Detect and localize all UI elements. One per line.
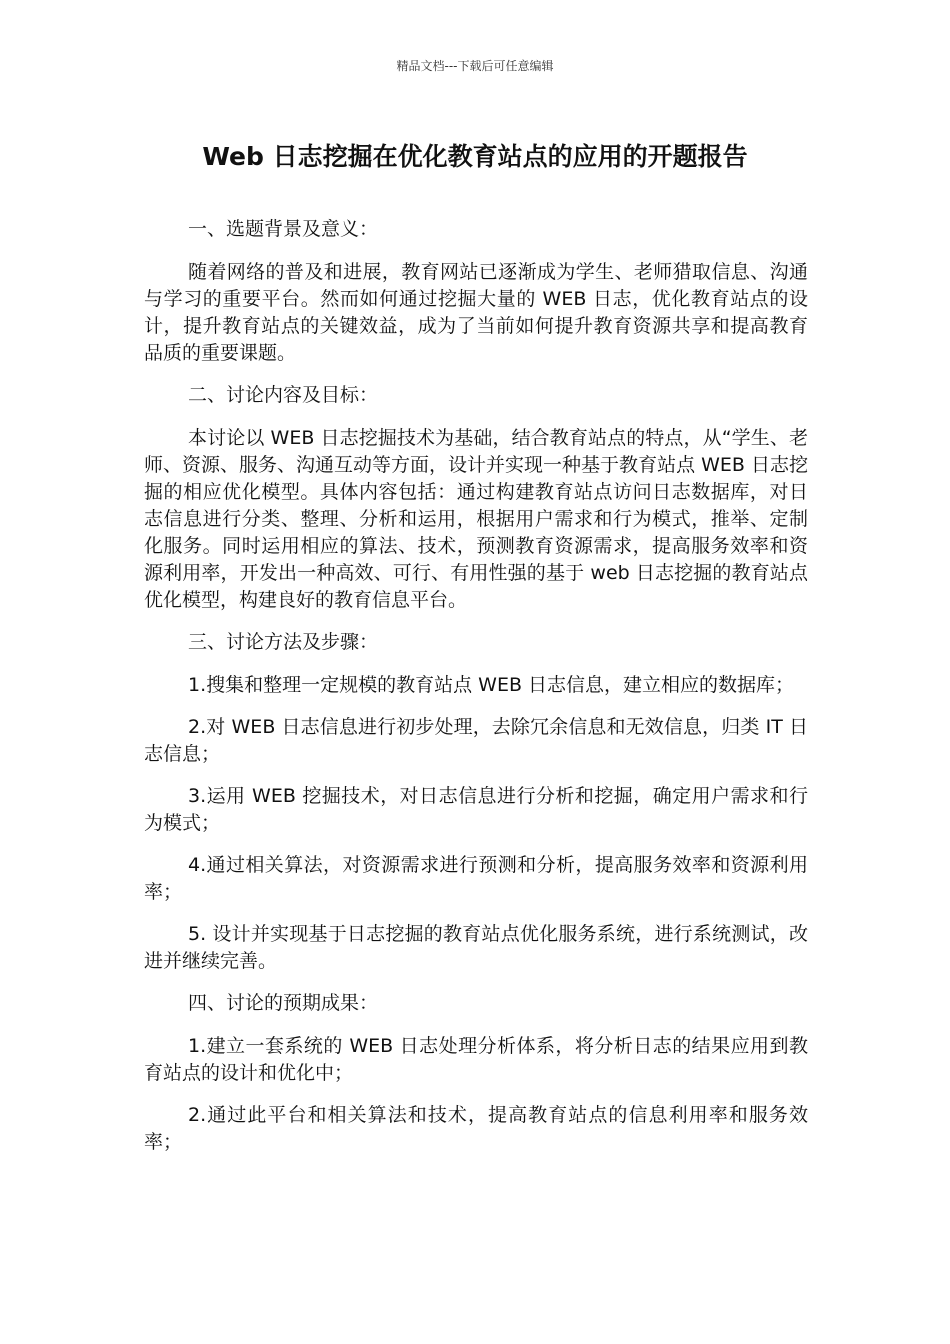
document-title: Web 日志挖掘在优化教育站点的应用的开题报告 — [202, 142, 748, 171]
method-step-1: 1.搜集和整理一定规模的教育站点 WEB 日志信息，建立相应的数据库； — [188, 674, 795, 696]
method-step-5: 5. 设计并实现基于日志挖掘的教育站点优化服务系统，进行系统测试，改进并继续完善。 — [144, 923, 808, 972]
document-body — [144, 216, 808, 1171]
page-header-watermark: 精品文档---下载后可任意编辑 — [396, 59, 554, 73]
expected-result-1: 1.建立一套系统的 WEB 日志处理分析体系，将分析日志的结果应用到教育站点的设计和优化中； — [144, 1035, 808, 1084]
paragraph-content-goals: 本讨论以 WEB 日志挖掘技术为基础，结合教育站点的特点，从“学生、老师、资源、服务、沟通互动等方面，设计并实现一种基于教育站点 WEB 日志挖掘的相应优化模型。具体内容包括：通过构建教育站点访问日志数据库，对日志信息进行分类、整理、分析和运用，根据用户需求和行为模式，推举、定制化服务。同时运用相应的算法、技术，预测教育资源需求，提高服务效率和资源利用率，开发出一种高效、可行、有用性强的基于 web 日志挖掘的教育站点优化模型，构建良好的教育信息平台。 — [144, 427, 808, 611]
section-heading-background: 一、选题背景及意义： — [188, 218, 379, 240]
method-step-3: 3.运用 WEB 挖掘技术，对日志信息进行分析和挖掘，确定用户需求和行为模式； — [144, 785, 808, 834]
section-heading-content-goals: 二、讨论内容及目标： — [188, 384, 379, 406]
method-step-2: 2.对 WEB 日志信息进行初步处理，去除冗余信息和无效信息，归类 IT 日志信息； — [144, 716, 808, 765]
section-heading-methods: 三、讨论方法及步骤： — [188, 631, 379, 653]
method-step-4: 4.通过相关算法，对资源需求进行预测和分析，提高服务效率和资源利用率； — [144, 854, 808, 903]
paragraph-background: 随着网络的普及和进展，教育网站已逐渐成为学生、老师猎取信息、沟通与学习的重要平台。然而如何通过挖掘大量的 WEB 日志，优化教育站点的设计，提升教育站点的关键效益，成为了当前如何提升教育资源共享和提高教育品质的重要课题。 — [144, 261, 808, 364]
expected-result-2: 2.通过此平台和相关算法和技术，提高教育站点的信息利用率和服务效率； — [144, 1104, 808, 1153]
section-heading-expected-results: 四、讨论的预期成果： — [188, 992, 379, 1014]
